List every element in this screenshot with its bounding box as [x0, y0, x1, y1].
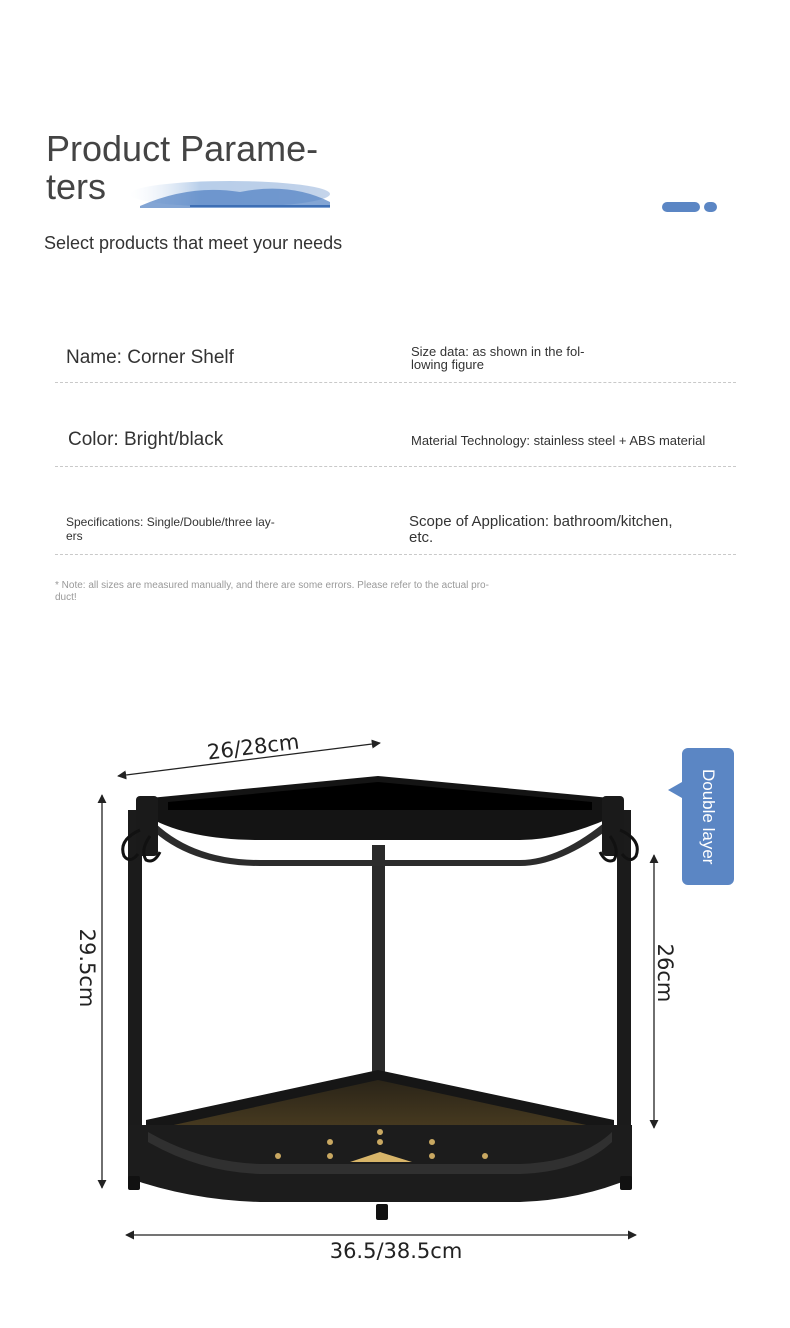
note-line1: * Note: all sizes are measured manually, and there are some errors. Please refer to the actual pro-: [55, 580, 489, 591]
page-title-line1: Product Parame-: [46, 128, 319, 169]
bottom-width-label: 36.5/38.5cm: [329, 1239, 463, 1263]
top-left-bracket: [136, 796, 158, 856]
inner-height-label: 26cm: [653, 943, 677, 1003]
param-color: Color: Bright/black: [68, 429, 224, 450]
foot-left: [128, 1176, 140, 1190]
top-right-bracket: [602, 796, 624, 856]
dot-long-decoration: [662, 202, 700, 212]
param-size-line2: lowing figure: [411, 357, 484, 372]
divider: [55, 554, 736, 555]
param-size: [411, 345, 584, 371]
param-scope-line2: etc.: [409, 529, 434, 546]
dot-short-decoration: [704, 202, 717, 212]
total-height-label: 29.5cm: [75, 928, 99, 1008]
foot-right: [620, 1176, 632, 1190]
param-name: Name: Corner Shelf: [66, 347, 234, 368]
param-scope-line1: Scope of Application: bathroom/kitchen,: [409, 513, 673, 530]
foot-center: [376, 1204, 388, 1220]
page-subtitle: Select products that meet your needs: [44, 233, 343, 253]
param-size-line1: Size data: as shown in the fol-: [411, 344, 585, 359]
param-material: Material Technology: stainless steel + ABS material: [411, 433, 706, 448]
double-layer-badge-label: Double layer: [699, 768, 718, 865]
param-spec-line1: Specifications: Single/Double/three lay-: [66, 515, 275, 529]
measurement-note: [55, 580, 545, 604]
brush-stroke-decoration: [120, 176, 335, 212]
param-specifications: [66, 515, 275, 543]
param-scope: [409, 514, 673, 546]
center-post: [372, 845, 385, 1075]
page-title-line2: ters: [46, 166, 107, 207]
note-line2: duct!: [55, 592, 77, 603]
param-spec-line2: ers: [66, 529, 83, 543]
divider: [55, 466, 736, 467]
divider: [55, 382, 736, 383]
top-width-label: 26/28cm: [205, 729, 301, 765]
pagination-dots: [662, 202, 722, 214]
badge-pointer: [668, 782, 682, 798]
